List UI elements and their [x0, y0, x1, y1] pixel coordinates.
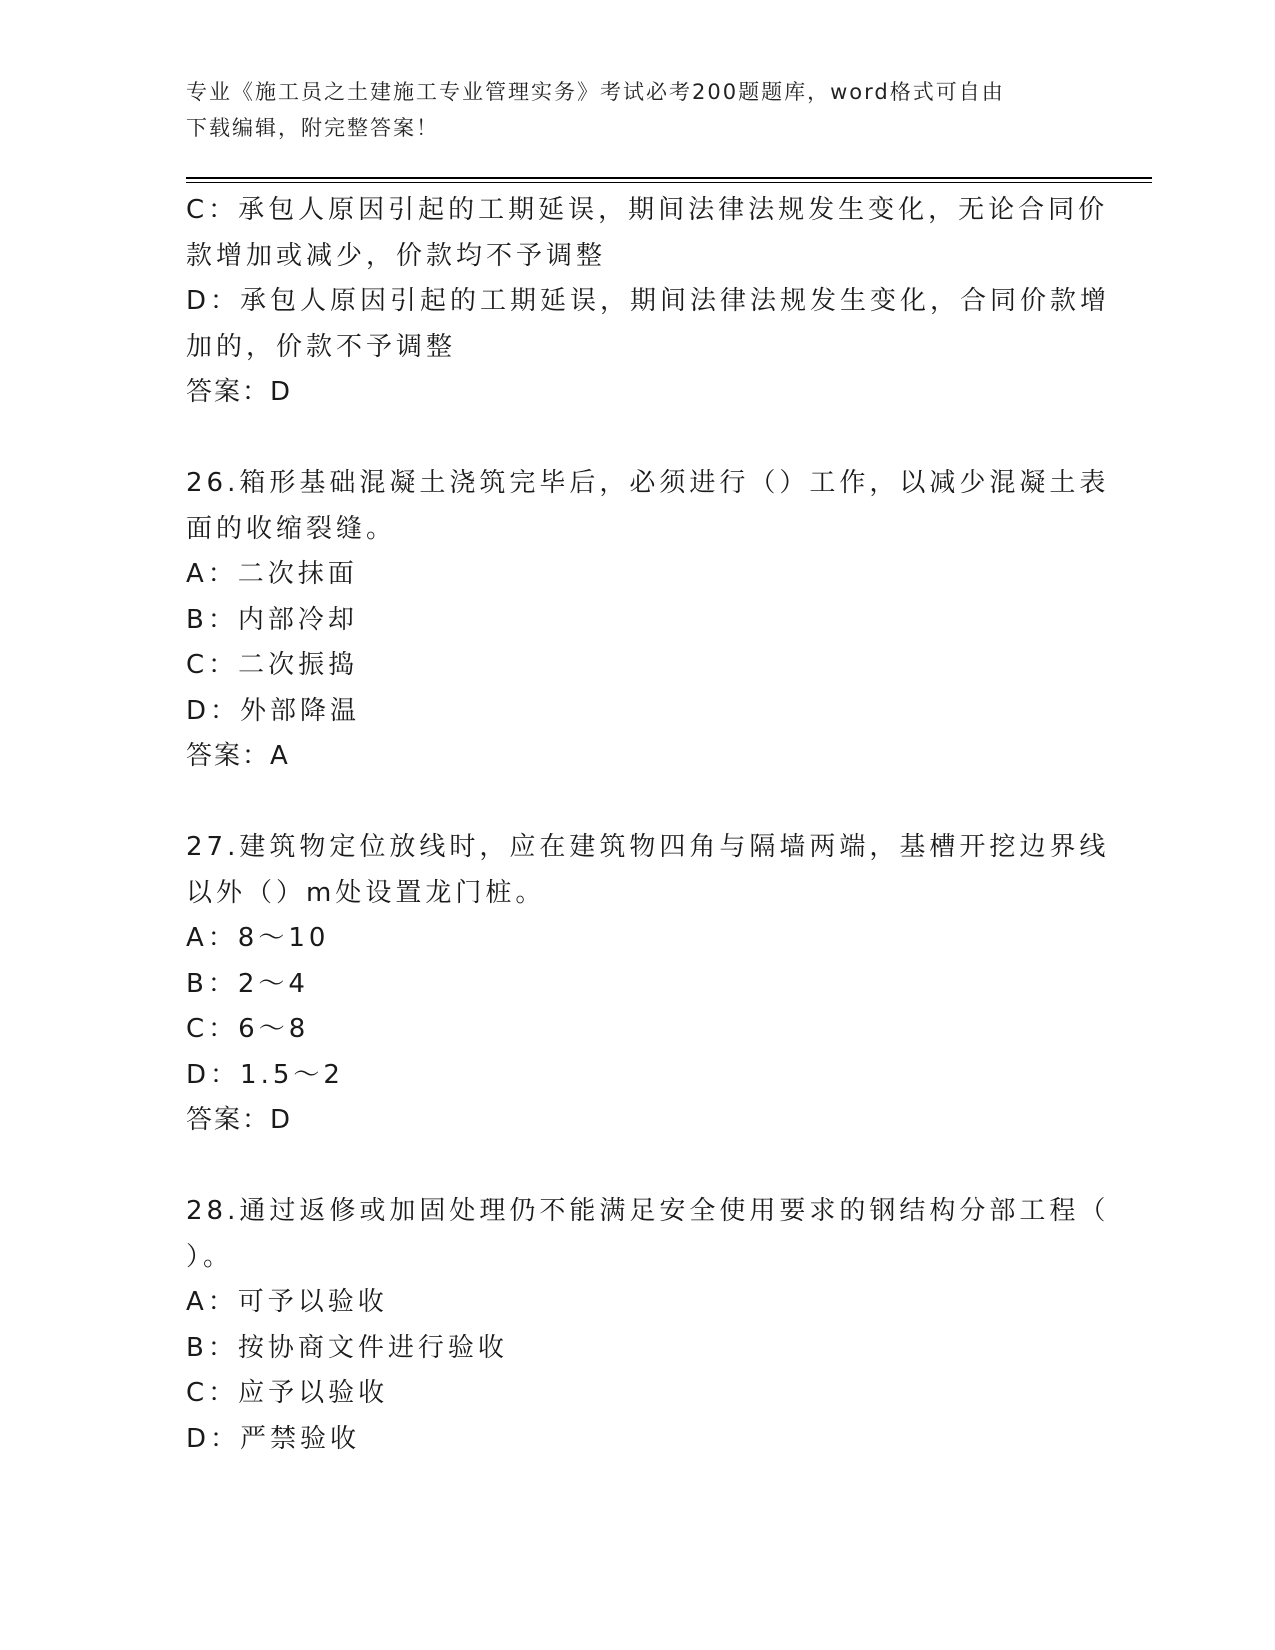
option-a: A：8～10 [186, 923, 330, 953]
question-content [186, 188, 1111, 1462]
spacer [186, 1144, 1086, 1190]
question-28 [186, 1189, 1110, 1462]
option-a: A：可予以验收 [186, 1287, 388, 1317]
question-stem: ）。 [186, 1241, 234, 1272]
option-c: C：应予以验收 [186, 1378, 389, 1408]
spacer [186, 780, 1086, 826]
option-line: 款增加或减少，价款均不予调整 [186, 240, 607, 271]
option-b: B：按协商文件进行验收 [186, 1332, 508, 1363]
option-c: C：6～8 [186, 1014, 310, 1044]
question-stem: 28.通过返修或加固处理仍不能满足安全使用要求的钢结构分部工程（ [186, 1196, 1110, 1226]
answer-line: 答案：D [186, 1105, 293, 1135]
option-c: C：二次振捣 [186, 650, 359, 680]
option-d: D：1.5～2 [186, 1059, 344, 1090]
header-rule-thick [186, 177, 1152, 179]
question-27 [186, 825, 1110, 1144]
question-stem: 27.建筑物定位放线时，应在建筑物四角与隔墙两端，基槽开挖边界线 [186, 832, 1110, 862]
header-line-1: 专业《施工员之土建施工专业管理实务》考试必考200题题库，word格式可自由 [186, 80, 1005, 104]
option-b: B：内部冷却 [186, 604, 358, 635]
question-stem: 面的收缩裂缝。 [186, 513, 397, 544]
option-b: B：2～4 [186, 968, 309, 999]
document-header [186, 74, 1066, 146]
spacer [186, 416, 1086, 462]
answer-line: 答案：D [186, 377, 293, 407]
option-d: D：外部降温 [186, 695, 361, 726]
answer-line: 答案：A [186, 741, 290, 771]
option-d: D：严禁验收 [186, 1423, 361, 1454]
question-stem: 26.箱形基础混凝土浇筑完毕后，必须进行（）工作，以减少混凝土表 [186, 468, 1110, 498]
question-stem: 以外（）m处设置龙门桩。 [186, 877, 546, 908]
question-26 [186, 461, 1110, 780]
option-line: D：承包人原因引起的工期延误，期间法律法规发生变化，合同价款增 [186, 286, 1111, 316]
header-line-2: 下载编辑，附完整答案！ [186, 116, 439, 140]
option-a: A：二次抹面 [186, 559, 358, 589]
continued-question [186, 188, 1111, 416]
option-line: 加的，价款不予调整 [186, 331, 457, 362]
header-rule-thin [186, 182, 1152, 183]
option-line: C：承包人原因引起的工期延误，期间法律法规发生变化，无论合同价 [186, 195, 1109, 225]
